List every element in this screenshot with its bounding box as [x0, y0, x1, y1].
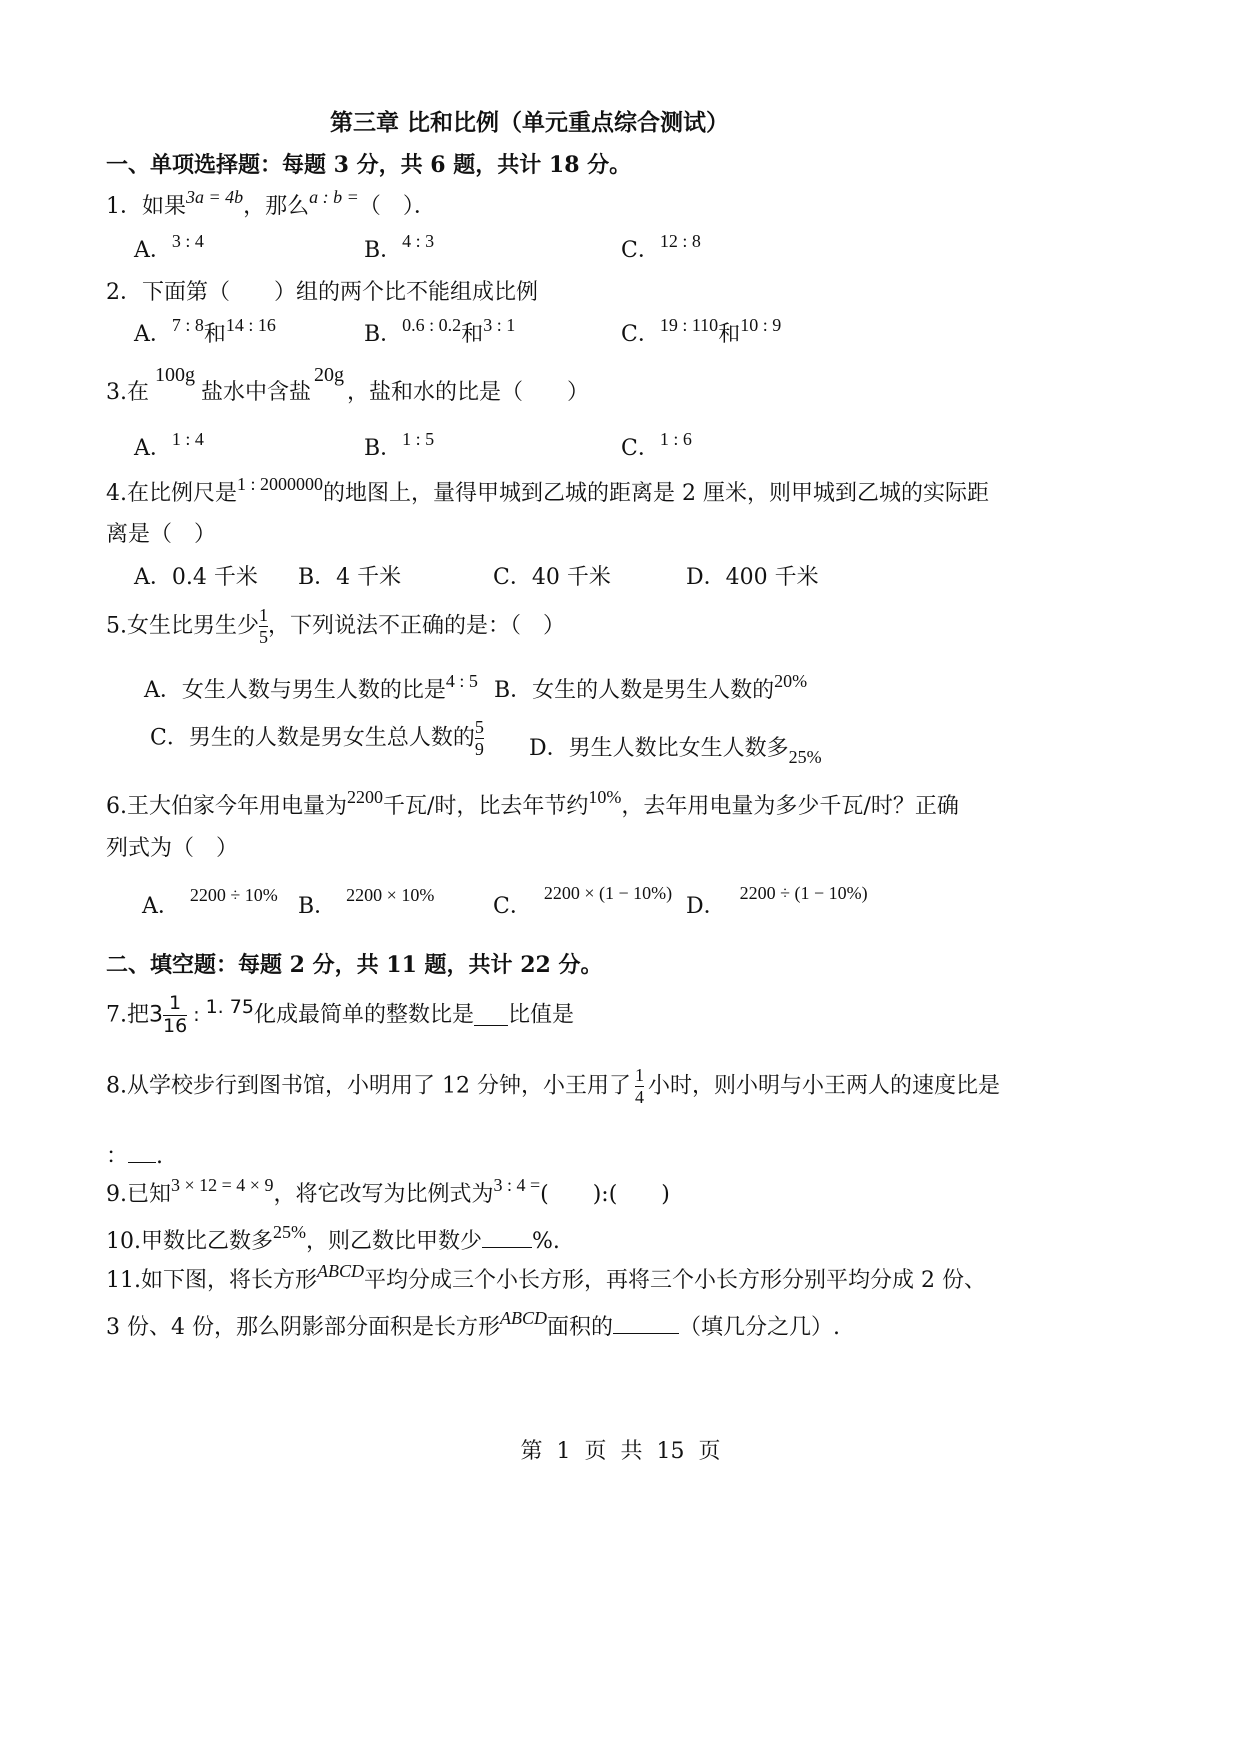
question-4-line2: 离是（ ） [106, 522, 217, 547]
q11-blank[interactable] [613, 1313, 679, 1334]
fraction-1-5: $\frac{1}{5}$ [259, 605, 268, 647]
q3-option-c: C．$^{1 : 6}$ [621, 429, 692, 461]
section-2-heading: 二、填空题：每题 2 分，共 11 题，共计 22 分。 [106, 952, 603, 978]
question-10: 10.甲数比乙数多$^{25\%}$，则乙数比甲数少 %. [106, 1222, 560, 1254]
question-11: 11.如下图，将长方形$^{ABCD}$平均分成三个小长方形，再将三个小长方形分别平均分成 2 份、 [106, 1261, 986, 1293]
q1-option-a: A．$^{3 : 4}$ [134, 231, 204, 263]
section-1-heading: 一、单项选择题：每题 3 分，共 6 题，共计 18 分。 [106, 152, 632, 178]
q4-option-c: C．40 千米 [493, 565, 611, 590]
q2-option-b: B．$^{0.6 : 0.2}$和$^{3 : 1}$ [364, 315, 516, 347]
fraction-5-9: $\frac{5}{9}$ [474, 717, 484, 759]
q1-option-b: B．$^{4 : 3}$ [364, 231, 435, 263]
q2-option-c: C．$^{19 : 110}$和$^{10 : 9}$ [621, 315, 782, 347]
fraction-1-4: $\frac{1}{4}$ [634, 1065, 644, 1107]
q7-blank-1[interactable] [474, 1005, 508, 1026]
q6-option-a: A． $^{2200 \div 10\%}$ [142, 885, 278, 919]
q5-option-c: C．男生的人数是男女生总人数的 $\frac{5}{9}$ [150, 717, 484, 759]
page-footer: 第 1 页 共 15 页 [520, 1439, 721, 1464]
question-7: 7.把3 $\frac{1}{16}$ : 1. 75化成最简单的整数比是 比值是 [106, 992, 574, 1037]
question-6: 6.王大伯家今年用电量为$^{2200}$千瓦/时，比去年节约$^{10\%}$，去年用电量为多少千瓦/时？正确 [106, 787, 959, 819]
question-4: 4.在比例尺是$^{1 : 2000000}$的地图上，量得甲城到乙城的距离是 2 厘米，则甲城到乙城的实际距 [106, 474, 990, 506]
question-2: 2．下面第（ ）组的两个比不能组成比例 [106, 280, 538, 305]
q3-option-b: B．$^{1 : 5}$ [364, 429, 435, 461]
q10-blank[interactable] [482, 1227, 532, 1248]
q6-option-c: C．$^{2200 \times (1 - 10\%)}$ [493, 883, 673, 919]
q5-option-d: D．男生人数比女生人数多$_{25\%}$ [529, 736, 822, 767]
q3-option-a: A．$^{1 : 4}$ [134, 429, 204, 461]
question-1: 1．如果$^{3a = 4b}$，那么$^{a : b =}$（ ）． [106, 187, 436, 219]
q6-option-b: B． $^{2200 \times 10\%}$ [298, 885, 435, 919]
q5-option-b: B．女生的人数是男生人数的$^{20\%}$ [494, 671, 808, 703]
q2-option-a: A．$^{7 : 8}$和$^{14 : 16}$ [134, 315, 276, 347]
question-6-line2: 列式为（ ） [106, 836, 239, 861]
question-5: 5.女生比男生少 $\frac{1}{5}$ ，下列说法不正确的是：（ ） [106, 605, 566, 647]
question-8: 8.从学校步行到图书馆，小明用了 12 分钟，小王用了 $\frac{1}{4}$ 小时，则小明与小王两人的速度比是 [106, 1065, 1000, 1107]
q4-option-b: B．4 千米 [298, 565, 402, 590]
q1-option-c: C．$^{12 : 8}$ [621, 231, 701, 263]
question-8-line2: ： . [106, 1144, 164, 1169]
question-11-line2: 3 份、4 份，那么阴影部分面积是长方形$^{ABCD}$面积的 （填几分之几）. [106, 1308, 840, 1340]
q8-blank[interactable] [128, 1142, 156, 1163]
q6-option-d: D．$^{2200 \div (1 - 10\%)}$ [686, 883, 868, 919]
q4-option-a: A．0.4 千米 [134, 565, 258, 590]
q4-option-d: D．400 千米 [686, 565, 819, 590]
q5-option-a: A．女生人数与男生人数的比是$^{4 : 5}$ [144, 671, 478, 703]
fraction-1-16: $\frac{1}{16}$ [163, 992, 188, 1037]
question-9: 9.已知$^{3 \times 12 = 4 \times 9}$，将它改写为比例式为$^{3 : 4 =}$( ):( ) [106, 1175, 670, 1207]
page-title: 第三章 比和比例（单元重点综合测试） [330, 109, 730, 136]
question-3: 3.在100g盐水中含盐20g，盐和水的比是（ ） [106, 364, 590, 405]
